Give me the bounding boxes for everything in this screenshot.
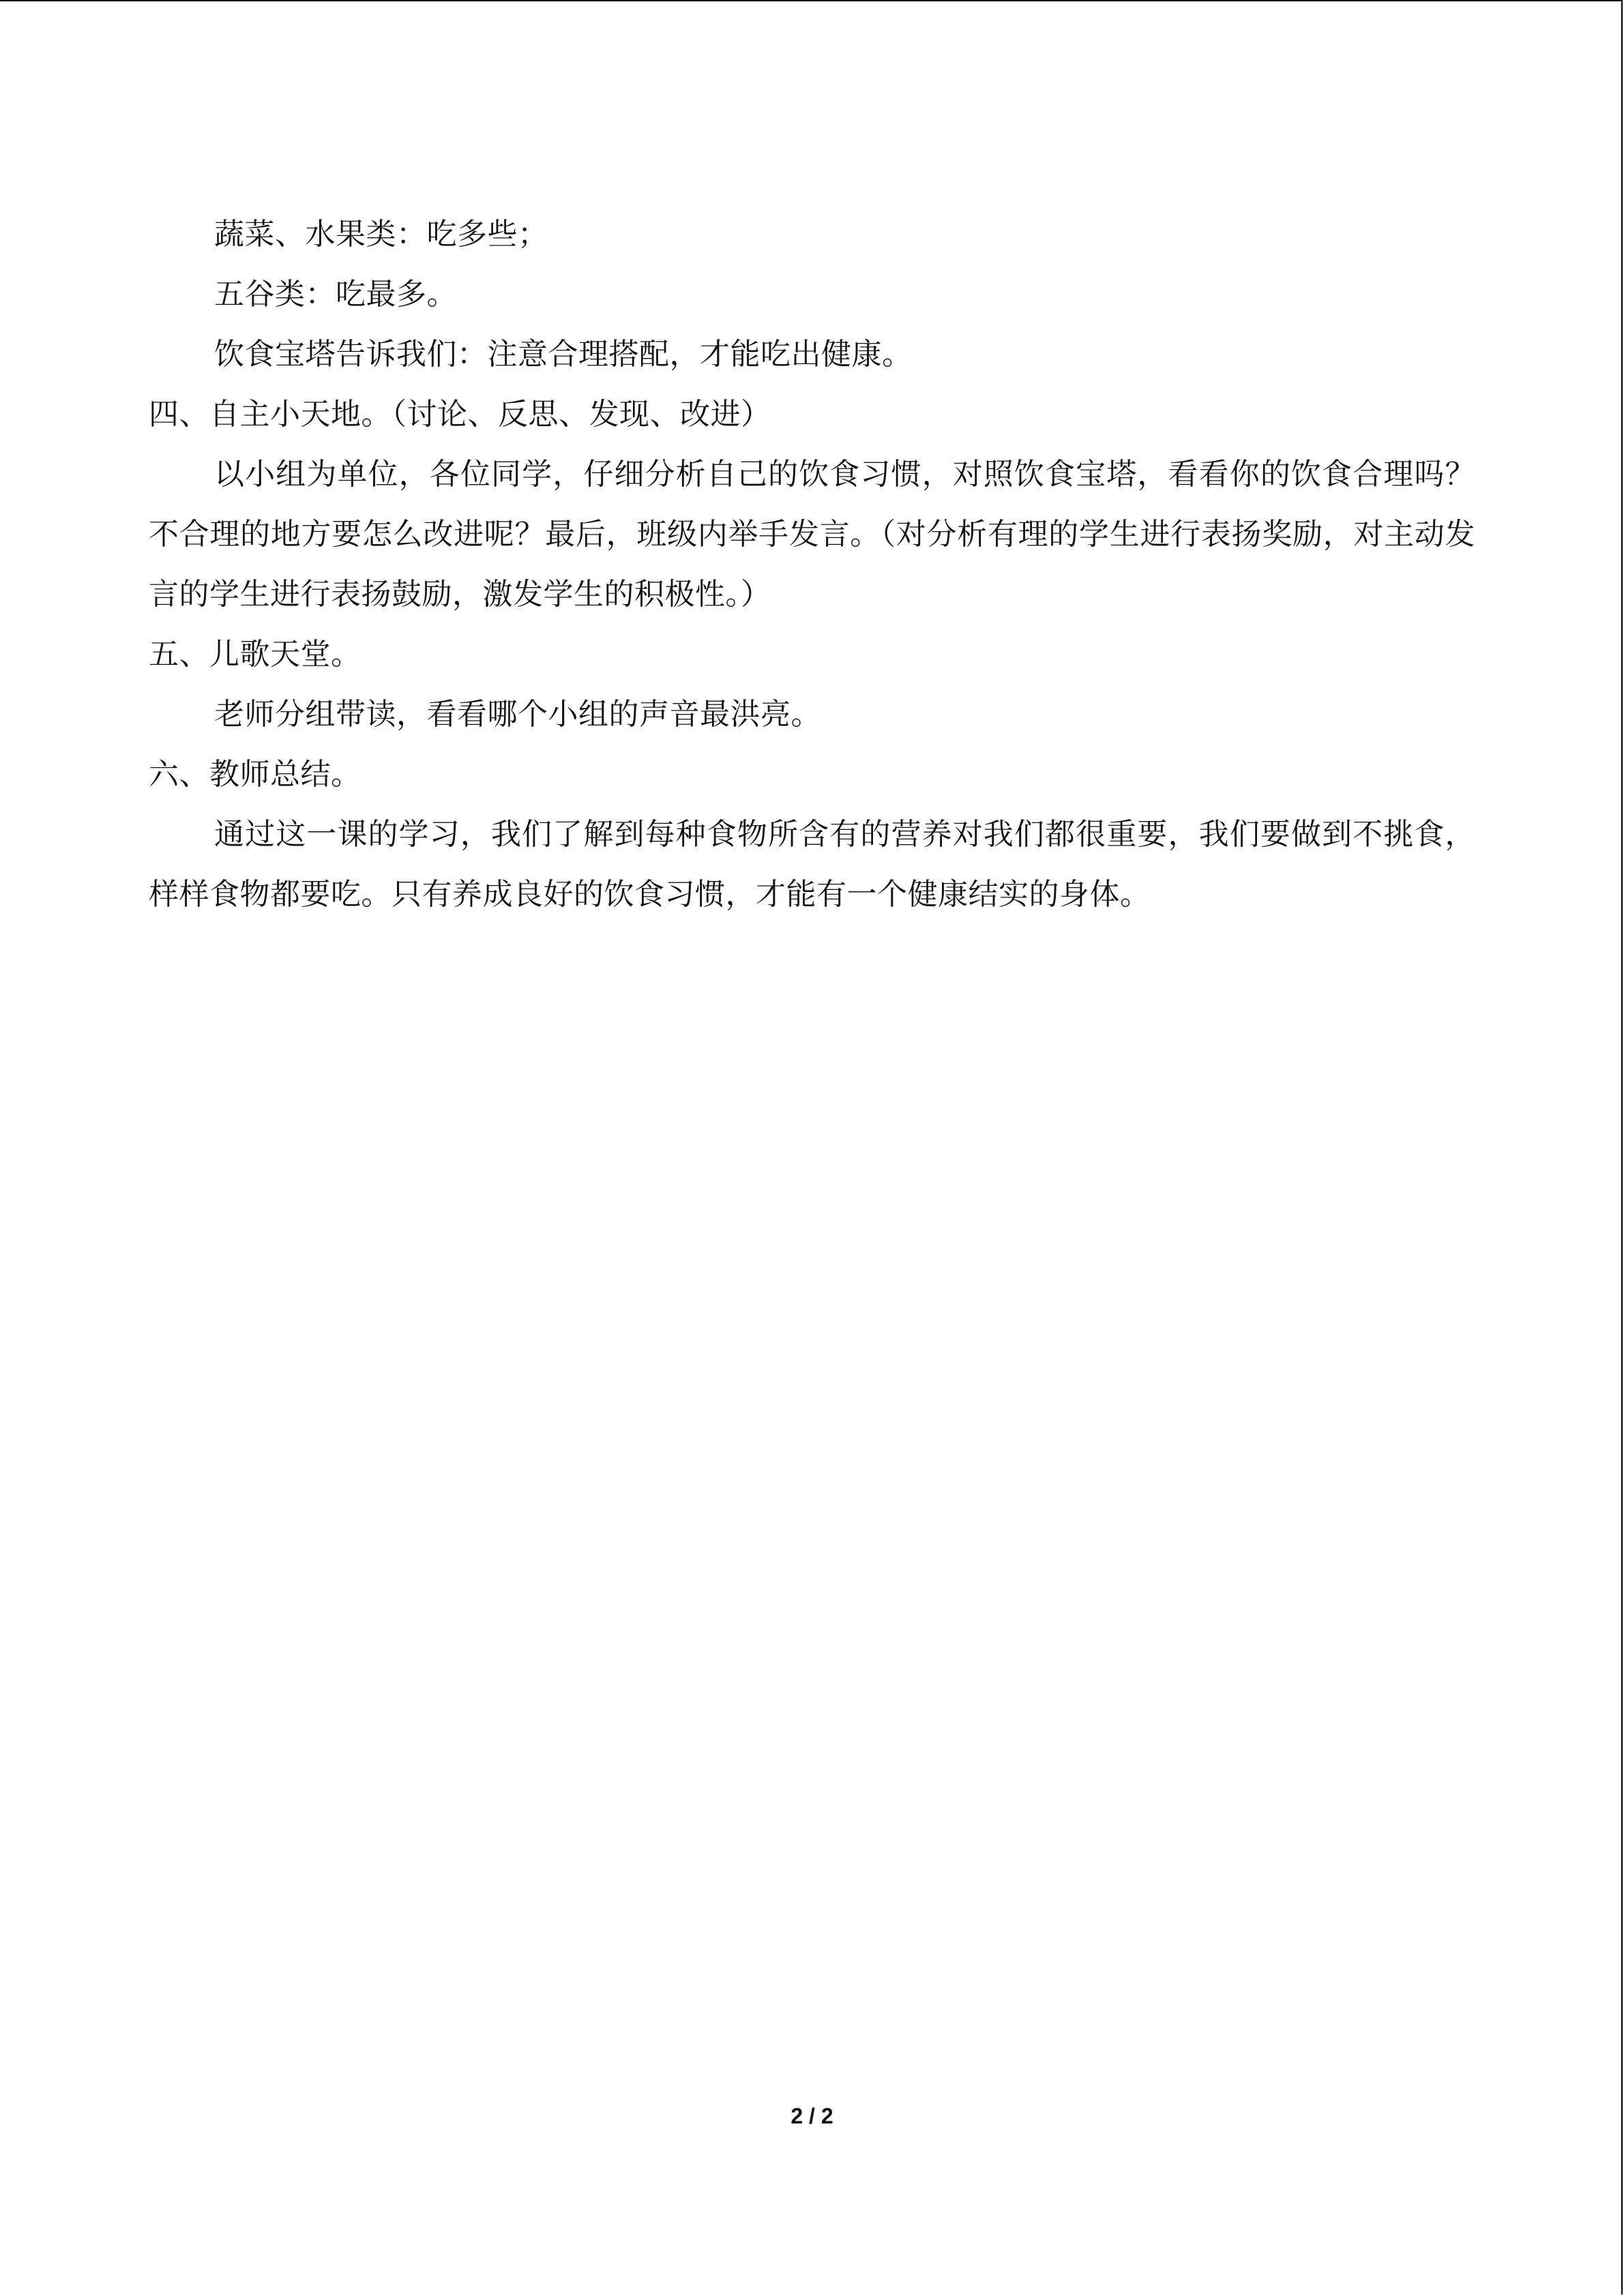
paragraph-section-5: 老师分组带读，看看哪个小组的声音最洪亮。 bbox=[214, 697, 821, 732]
paragraph-section-6: 通过这一课的学习，我们了解到每种食物所含有的营养对我们都很重要，我们要做到不挑食，样样食物都要吃。只有养成良好的饮食习惯，才能有一个健康结实的身体。 bbox=[149, 817, 1475, 912]
section-heading-4: 四、自主小天地。（讨论、反思、发现、改进） bbox=[149, 397, 771, 432]
section-heading-5: 五、儿歌天堂。 bbox=[149, 637, 361, 672]
section-heading-6: 六、教师总结。 bbox=[149, 757, 361, 792]
text-line-vegetables: 蔬菜、水果类：吃多些； bbox=[214, 217, 548, 252]
text-line-grains: 五谷类：吃最多。 bbox=[214, 277, 457, 312]
page-number: 2 / 2 bbox=[791, 2104, 833, 2128]
paragraph-section-4: 以小组为单位，各位同学，仔细分析自己的饮食习惯，对照饮食宝塔，看看你的饮食合理吗？不合理的地方要怎么改进呢？最后，班级内举手发言。（对分析有理的学生进行表扬奖励，对主动发言的学生进行表扬鼓励，激发学生的积极性。） bbox=[149, 457, 1475, 612]
text-line-pyramid-summary: 饮食宝塔告诉我们：注意合理搭配，才能吃出健康。 bbox=[214, 337, 913, 372]
document-body bbox=[149, 205, 1475, 925]
